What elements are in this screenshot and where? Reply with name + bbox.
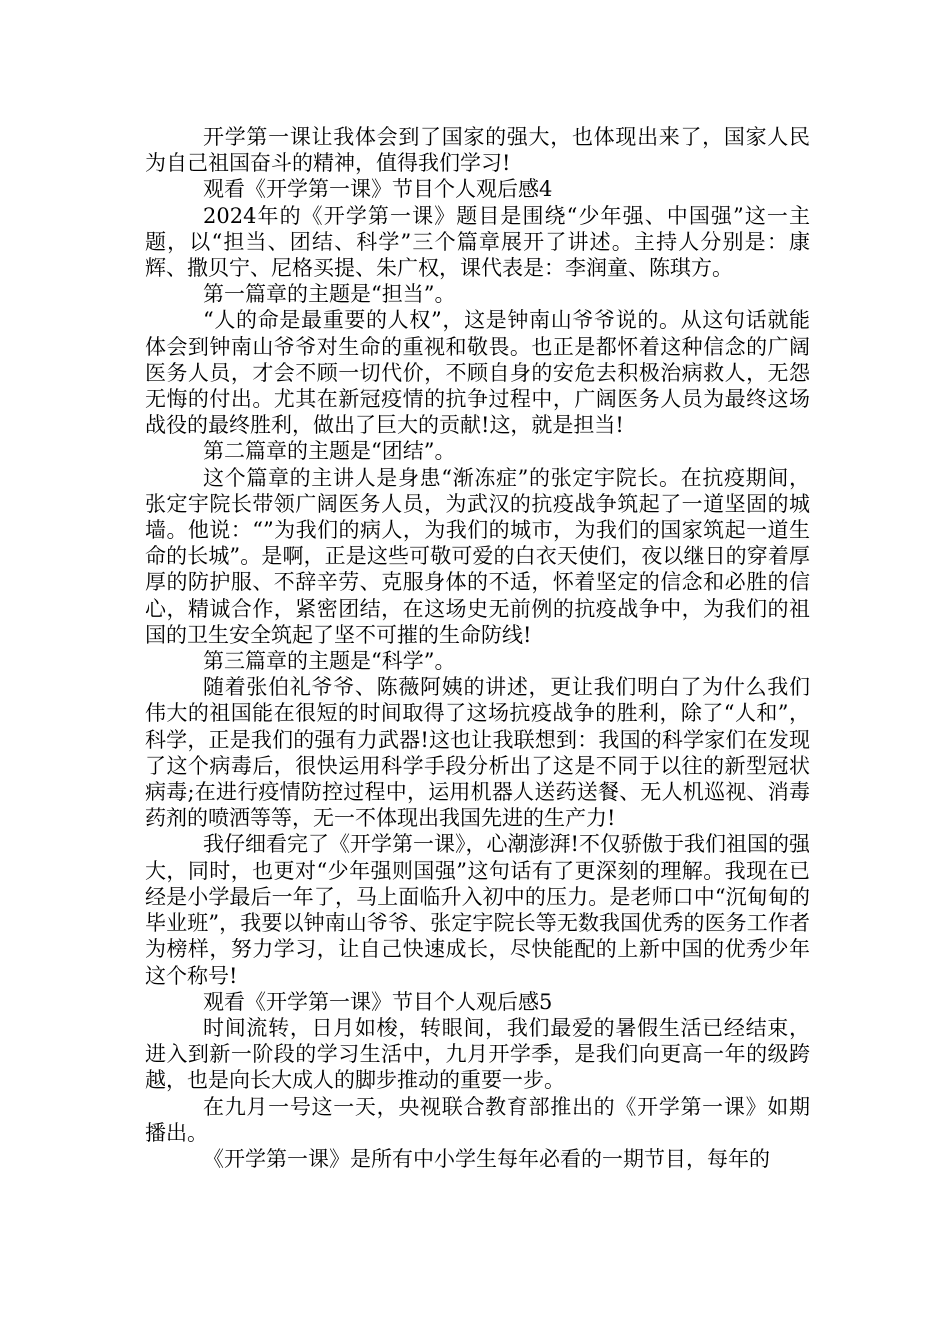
paragraph-chapter-3: 随着张伯礼爷爷、陈薇阿姨的讲述，更让我们明白了为什么我们伟大的祖国能在很短的时间取得了这场抗疫战争的胜利，除了“人和”，科学，正是我们的强有力武器!这也让我联想到：我国的科学家们在发现了这个病毒后，很快运用科学手段分析出了这是不同于以往的新型冠状病毒;在进行疫情防控过程中，运用机器人送药送餐、无人机巡视、消毒药剂的喷洒等等，无一不体现出我国先进的生产力! <box>145 675 810 831</box>
paragraph-chapter-1: “人的命是最重要的人权”，这是钟南山爷爷说的。从这句话就能体会到钟南山爷爷对生命的重视和敬畏。也正是都怀着这种信念的广阔医务人员，才会不顾一切代价，不顾自身的安危去积极治病救人，无怨无悔的付出。尤其在新冠疫情的抗争过程中，广阔医务人员为最终这场战役的最终胜利，做出了巨大的贡献!这，就是担当! <box>145 308 810 438</box>
paragraph-chapter-2: 这个篇章的主讲人是身患“渐冻症”的张定宇院长。在抗疫期间，张定宇院长带领广阔医务人员，为武汉的抗疫战争筑起了一道坚固的城墙。他说：“”为我们的病人，为我们的城市，为我们的国家筑起一道生命的长城”。是啊，正是这些可敬可爱的白衣天使们，夜以继日的穿着厚厚的防护服、不辞辛劳、克服身体的不适，怀着坚定的信念和必胜的信心，精诚合作，紧密团结，在这场史无前例的抗疫战争中，为我们的祖国的卫生安全筑起了坚不可摧的生命防线! <box>145 465 810 647</box>
paragraph-essay5-program: 《开学第一课》是所有中小学生每年必看的一期节目，每年的 <box>203 1146 770 1171</box>
document-body <box>145 124 810 1172</box>
paragraph-essay5-intro: 时间流转，日月如梭，转眼间，我们最爱的暑假生活已经结束，进入到新一阶段的学习生活中，九月开学季，是我们向更高一年的级跨越，也是向长大成人的脚步推动的重要一步。 <box>145 1015 810 1093</box>
paragraph-intro-conclusion: 开学第一课让我体会到了国家的强大，也体现出来了，国家人民为自己祖国奋斗的精神，值得我们学习! <box>145 125 810 176</box>
paragraph-essay4-overview: 2024年的《开学第一课》题目是围绕“少年强、中国强”这一主题，以“担当、团结、科学”三个篇章展开了讲述。主持人分别是：康辉、撒贝宁、尼格买提、朱广权，课代表是：李润童、陈琪方。 <box>145 203 810 281</box>
paragraph-essay5-broadcast: 在九月一号这一天，央视联合教育部推出的《开学第一课》如期播出。 <box>145 1094 810 1145</box>
essay-5-title: 观看《开学第一课》节目个人观后感5 <box>203 989 553 1014</box>
chapter-2-heading: 第二篇章的主题是“团结”。 <box>203 439 456 464</box>
chapter-1-heading: 第一篇章的主题是“担当”。 <box>203 282 456 307</box>
essay-4-title: 观看《开学第一课》节目个人观后感4 <box>203 177 553 202</box>
chapter-3-heading: 第三篇章的主题是“科学”。 <box>203 649 456 674</box>
paragraph-essay4-conclusion: 我仔细看完了《开学第一课》，心潮澎湃!不仅骄傲于我们祖国的强大，同时，也更对“少年强则国强”这句话有了更深刻的理解。我现在已经是小学最后一年了，马上面临升入初中的压力。是老师口中“沉甸甸的毕业班”，我要以钟南山爷爷、张定宇院长等无数我国优秀的医务工作者为榜样，努力学习，让自己快速成长，尽快能配的上新中国的优秀少年这个称号! <box>145 832 810 988</box>
